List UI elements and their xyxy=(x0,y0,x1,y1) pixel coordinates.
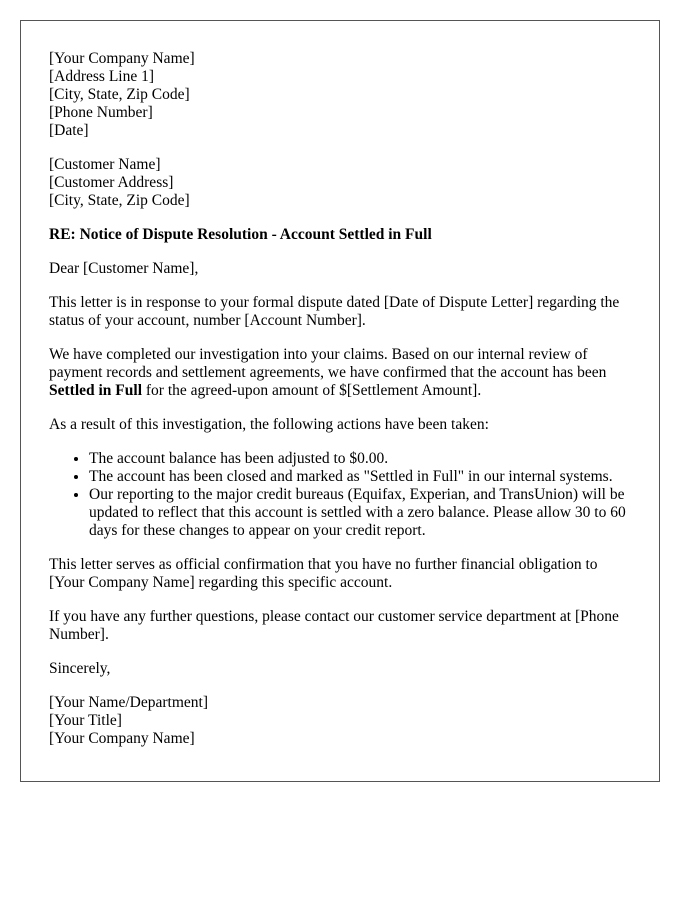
actions-list xyxy=(49,450,631,540)
letter-date: [Date] xyxy=(49,122,89,139)
intro-paragraph: This letter is in response to your formal dispute dated [Date of Dispute Letter] regarding the status of your account, number [Account Number]. xyxy=(49,294,620,329)
action-item: • The account has been closed and marked as "Settled in Full" in our internal systems. xyxy=(89,468,631,486)
action-item: • The account balance has been adjusted to $0.00. xyxy=(89,450,631,468)
signature-name: [Your Name/Department] xyxy=(49,694,208,711)
recipient-city: [City, State, Zip Code] xyxy=(49,192,190,209)
signature-title: [Your Title] xyxy=(49,712,122,729)
salutation: Dear [Customer Name], xyxy=(49,260,199,277)
sender-company: [Your Company Name] xyxy=(49,50,195,67)
actions-intro: As a result of this investigation, the following actions have been taken: xyxy=(49,416,489,433)
signature-block xyxy=(49,694,631,748)
sender-address: [Address Line 1] xyxy=(49,68,155,85)
recipient-address: [Customer Address] xyxy=(49,174,174,191)
sender-phone: [Phone Number] xyxy=(49,104,153,121)
recipient-block xyxy=(49,156,631,210)
letter xyxy=(20,20,660,782)
action-item: • Our reporting to the major credit bureaus (Equifax, Experian, and TransUnion) will be updated to reflect that this account is settled with a zero balance. Please allow 30 to 60 days for these changes to appear on your credit report. xyxy=(89,486,631,540)
contact-paragraph: If you have any further questions, please contact our customer service department at [Phone Number]. xyxy=(49,608,619,643)
recipient-name: [Customer Name] xyxy=(49,156,161,173)
signature-company: [Your Company Name] xyxy=(49,730,195,747)
settled-emphasis: Settled in Full xyxy=(49,382,143,399)
sender-block xyxy=(49,50,631,140)
closing: Sincerely, xyxy=(49,660,111,677)
confirmation-paragraph: This letter serves as official confirmation that you have no further financial obligation to [Your Company Name] regarding this specific account. xyxy=(49,556,598,591)
findings-text-after: for the agreed-upon amount of $[Settlement Amount]. xyxy=(142,382,482,399)
findings-paragraph xyxy=(49,346,631,400)
subject-line: RE: Notice of Dispute Resolution - Account Settled in Full xyxy=(49,226,432,243)
sender-city: [City, State, Zip Code] xyxy=(49,86,190,103)
findings-text-before: We have completed our investigation into your claims. Based on our internal review of payment records and settlement agreements, we have confirmed that the account has been xyxy=(49,346,607,381)
